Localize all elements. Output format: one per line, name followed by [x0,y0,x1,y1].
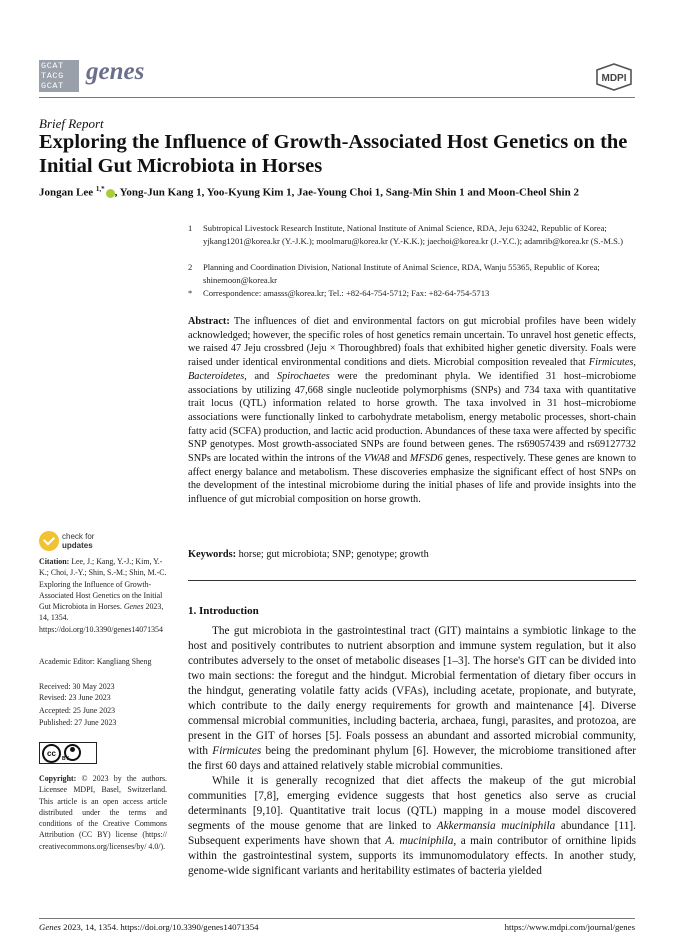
taxon: Spirochaetes [276,370,330,382]
abstract-text: The influences of diet and environmental factors on gut microbial profiles have been widely acknowledged; however, the specific roles of host genetics remain uncertain. To unravel host genetic effects, we raised 47 Jeju crossbred (Jeju × Thoroughbred) foals that exhibited higher genetic diversity. Foals were raised under identical environmental conditions and diets. Microbial composition revealed that [188,316,636,369]
header-rule [39,97,635,98]
journal-name: genes [86,58,145,85]
abstract-label: Abstract: [188,316,230,327]
copyright [39,773,167,852]
keywords [188,549,636,560]
para-text: The gut microbiota in the gastrointestinal tract (GIT) maintains a symbiotic linkage to the host and positively contributes to nutrient absorption and immune system regulation, but it also contributes adversely to the onset of metabolic diseases [1–3]. The horse's GIT can be divided into two main sections: the foregut and the hindgut. Microbial fermentation of dietary fiber occurs in the hindgut, generating volatile fatty acids (VFAs), including acetate, propionate, and butyrate, which contribute to the daily energy requirements for growth and maintenance [4]. Diverse commensal microbial communities, including bacteria, archaea, fungi, parasites, and protozoa, are present in the GIT of horses [5]. Foals possess an abundant and assorted microbial community, with [188,625,636,757]
check-for-updates-label [62,532,94,550]
abstract-text: and [389,453,410,465]
check-line: check for [62,532,95,541]
paper-title: Exploring the Influence of Growth-Associated Host Genetics on the Initial Gut Microbiota in Horses [39,131,628,177]
logo-line: GCAT [41,61,64,71]
abstract [188,315,636,507]
abstract-text: , [633,357,636,369]
para-text: being the predominant phylum [6]. However, the microbiome transitioned after the first 60 days and attained relatively stable microbial communities. [188,745,636,772]
footer-rule [39,918,635,919]
footer-journal-url[interactable]: https://www.mdpi.com/journal/genes [504,922,635,932]
affiliation-text: Subtropical Livestock Research Institute, National Institute of Animal Science, RDA, Jeju 63242, Republic of Korea; yjkang1201@korea.kr (Y.-J.K.); moolmaru@korea.kr (Y.-K.K.); jaechoi@korea.kr (J.-Y.C.); adamrib@korea.kr (S.-M.S.) [203,223,623,246]
taxon: Bacteroidetes [188,370,245,382]
academic-editor: Academic Editor: Kangliang Sheng [39,657,152,666]
published-date: Published: 27 June 2023 [39,718,117,727]
affiliation-text: Planning and Coordination Division, National Institute of Animal Science, RDA, Wanju 55365, Republic of Korea; shinemoon@korea.kr [203,262,600,285]
copyright-label: Copyright: [39,774,77,783]
abstract-rule [188,580,636,581]
mdpi-logo [594,63,634,91]
gene-name: MFSD6 [409,453,443,465]
taxon: Firmicutes [212,745,262,757]
paragraph [188,774,636,879]
first-author-sup: 1,* [95,185,105,193]
logo-line: GCAT [41,81,64,91]
footer-journal: Genes [39,922,61,932]
abstract-text: were the predominant phyla. We identified 31 host–microbiome associations by utilizing 47,668 single nucleotide polymorphisms (SNPs) and 734 taxa with quantitative trait locus (QTL) information related to horse growth. The taxa involved in 31 host–microbiome associations were functionally linked to carbohydrate metabolism, energy metabolic processes, short-chain fatty acid (SCFA) production, and lactic acid production. Abundances of these taxa were affected by specific SNP genotypes. Most growth-associated SNPs are found between genes. The rs69057439 and rs69127732 SNPs are located within the introns of the [188,370,637,465]
para-text: , a main contributor of ornithine lipids within the gastrointestinal system, supports its immunomodulatory effects. In another study, genome-wide significant variants and heritability estimates of bacteria yielded [188,835,636,877]
citation-text: Lee, J.; Kang, Y.-J.; Kim, Y.-K.; Choi, J.-Y.; Shin, S.-M.; Shin, M.-C. Exploring the Influence of Growth-Associated Host Genetics on the Initial Gut Microbiota in Horses. [39,557,167,612]
keywords-label: Keywords: [188,549,237,560]
taxon: Akkermansia muciniphila [436,820,556,832]
received-date: Received: 30 May 2023 [39,682,115,691]
affiliation-2 [188,261,628,287]
accepted-date: Accepted: 25 June 2023 [39,706,116,715]
taxon: Firmicutes [588,357,634,369]
gene-name: VWA8 [363,453,390,465]
para-text: While it is generally recognized that diet affects the makeup of the gut microbial communities [7,8], emerging evidence suggests that host genetics also serve as crucial determinants [9,10]. Quantitative trait locus (QTL) mapping in a mouse model discovered segments of the mouse genome that are linked to [188,775,636,832]
introduction-body [188,624,636,879]
affiliation-num: * [188,288,193,298]
copyright-text: © 2023 by the authors. Licensee MDPI, Basel, Switzerland. This article is an open access article distributed under the terms and conditions of the Creative Commons Attribution (CC BY) license (https:// creativecommons.org/licenses/by/ 4.0/). [39,774,167,851]
by-label: BY [62,756,69,762]
cc-icon: cc [42,744,61,763]
taxon: A. muciniphila [385,835,454,847]
affiliation-num: 2 [188,262,193,272]
affiliation-num: 1 [188,223,193,233]
abstract-text: , and [244,370,277,382]
other-authors: , Yong-Jun Kang 1, Yoo-Kyung Kim 1, Jae-Young Choi 1, Sang-Min Shin 1 and Moon-Cheol Shin 2 [114,186,579,199]
first-author: Jongan Lee [39,186,96,199]
citation-label: Citation: [39,557,70,566]
orcid-icon[interactable] [106,189,115,198]
section-heading: 1. Introduction [188,605,259,617]
footer-citation [39,922,259,932]
keywords-text: horse; gut microbiota; SNP; genotype; growth [236,549,429,560]
citation [39,556,167,635]
footer-doi[interactable]: 2023, 14, 1354. https://doi.org/10.3390/genes14071354 [60,922,259,932]
publisher-name: MDPI [601,73,627,84]
author-list [39,185,659,199]
checkmark-icon [39,531,59,551]
correspondence [188,287,628,300]
para-text: abundance [11]. Subsequent experiments have shown that [188,820,636,847]
paragraph [188,624,636,774]
citation-journal: Genes [123,602,144,612]
article-type: Brief Report [39,116,104,131]
affiliation-1 [188,222,628,248]
journal-logo [39,60,79,92]
check-line: updates [62,541,93,550]
logo-line: TACG [41,71,64,81]
affiliation-text: Correspondence: amasss@korea.kr; Tel.: +82-64-754-5712; Fax: +82-64-754-5713 [203,288,490,298]
citation-vol: 2023, 14, 1354. https://doi.org/10.3390/genes14071354 [39,602,164,634]
revised-date: Revised: 23 June 2023 [39,693,111,702]
abstract-text: genes, respectively. These genes are known to affect energy balance and metabolism. These discoveries emphasize the significant effect of host SNPs on the development of the intestinal microbiome during the initial phases of life and provide insights into the influence of gut microbial composition on horse growth. [188,453,636,506]
cc-by-license-icon[interactable] [39,742,97,764]
